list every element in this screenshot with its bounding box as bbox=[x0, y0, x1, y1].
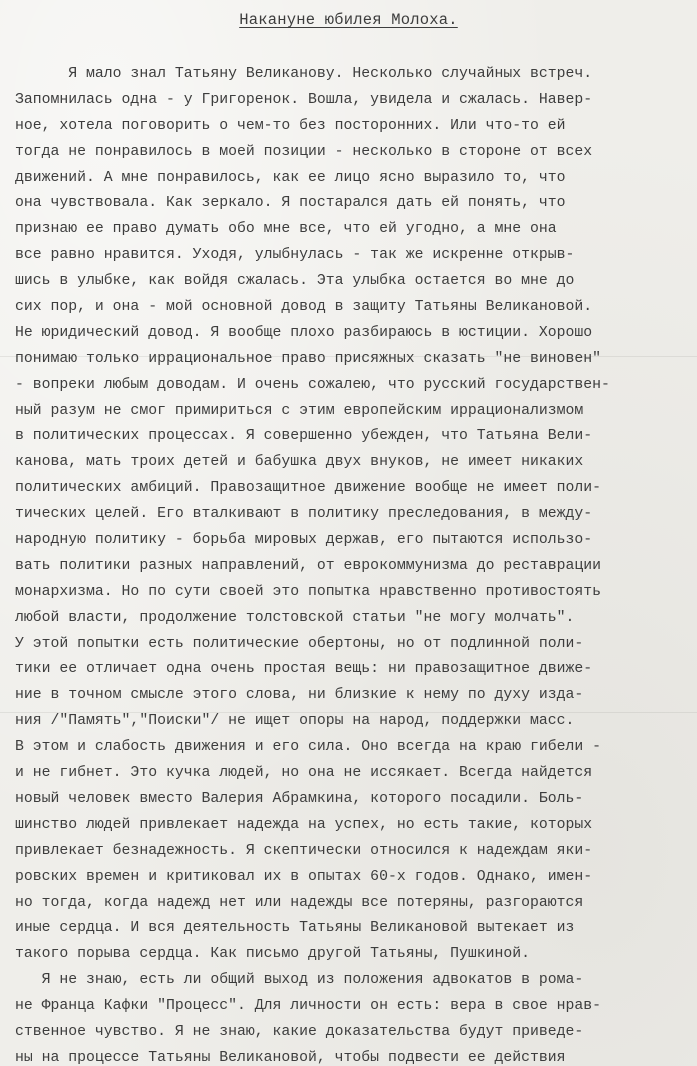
text-line: В этом и слабость движения и его сила. Оно всегда на краю гибели - bbox=[15, 739, 602, 756]
text-line: политических амбиций. Правозащитное движение вообще не имеет поли- bbox=[15, 480, 602, 497]
text-line: - вопреки любым доводам. И очень сожалею, что русский государствен- bbox=[15, 376, 610, 393]
text-line: монархизма. Но по сути своей это попытка нравственно противостоять bbox=[15, 583, 602, 600]
document-body bbox=[15, 62, 687, 1066]
text-line: Не юридический довод. Я вообще плохо разбираюсь в юстиции. Хорошо bbox=[15, 324, 593, 341]
text-line: привлекает безнадежность. Я скептически относился к надеждам яки- bbox=[15, 842, 593, 859]
text-line: все равно нравится. Уходя, улыбнулась - так же искренне открыв- bbox=[15, 247, 575, 264]
text-line: Я мало знал Татьяну Великанову. Несколько случайных встреч. bbox=[15, 66, 593, 82]
text-line: тических целей. Его вталкивают в политику преследования, в между- bbox=[15, 506, 593, 523]
text-line: Я не знаю, есть ли общий выход из положения адвокатов в рома- bbox=[15, 972, 584, 989]
text-line: не Франца Кафки "Процесс". Для личности он есть: вера в свое нрав- bbox=[15, 998, 602, 1015]
text-line: но тогда, когда надежд нет или надежды все потеряны, разгораются bbox=[15, 894, 584, 911]
text-line: любой власти, продолжение толстовской статьи "не могу молчать". bbox=[15, 609, 575, 626]
text-line: тики ее отличает одна очень простая вещь: ни правозащитное движе- bbox=[15, 661, 593, 678]
text-line: иные сердца. И вся деятельность Татьяны Великановой вытекает из bbox=[15, 920, 575, 937]
text-line: канова, мать троих детей и бабушка двух внуков, не имеет никаких bbox=[15, 454, 584, 471]
document-title bbox=[0, 10, 697, 30]
text-line: и не гибнет. Это кучка людей, но она не иссякает. Всегда найдется bbox=[15, 765, 593, 782]
text-line: ния /"Память","Поиски"/ не ищет опоры на народ, поддержки масс. bbox=[15, 713, 575, 730]
text-line: шинство людей привлекает надежда на успех, но есть такие, которых bbox=[15, 816, 593, 833]
text-line: ный разум не смог примириться с этим европейским иррационализмом bbox=[15, 402, 584, 419]
text-line: признаю ее право думать обо мне все, что ей угодно, а мне она bbox=[15, 221, 557, 238]
text-line: движений. А мне понравилось, как ее лицо ясно выразило то, что bbox=[15, 169, 566, 186]
document-title-text: Накануне юбилея Молоха. bbox=[239, 11, 458, 29]
text-line: вать политики разных направлений, от еврокоммунизма до реставрации bbox=[15, 557, 602, 574]
text-line: народную политику - борьба мировых держав, его пытаются использо- bbox=[15, 532, 593, 549]
text-line: ны на процессе Татьяны Великановой, чтобы подвести ее действия bbox=[15, 1049, 566, 1066]
text-line: ние в точном смысле этого слова, ни близкие к нему по духу изда- bbox=[15, 687, 584, 704]
text-line: такого порыва сердца. Как письмо другой Татьяны, Пушкиной. bbox=[15, 946, 531, 963]
text-line: ственное чувство. Я не знаю, какие доказательства будут приведе- bbox=[15, 1023, 584, 1040]
text-line: ровских времен и критиковал их в опытах 60-х годов. Однако, имен- bbox=[15, 868, 593, 885]
text-line: сих пор, и она - мой основной довод в защиту Татьяны Великановой. bbox=[15, 299, 593, 316]
text-line: понимаю только иррациональное право присяжных сказать "не виновен" bbox=[15, 350, 602, 367]
text-line: в политических процессах. Я совершенно убежден, что Татьяна Вели- bbox=[15, 428, 593, 445]
text-line: тогда не понравилось в моей позиции - несколько в стороне от всех bbox=[15, 143, 593, 160]
text-line: ное, хотела поговорить о чем-то без посторонних. Или что-то ей bbox=[15, 117, 566, 134]
text-line: она чувствовала. Как зеркало. Я постарался дать ей понять, что bbox=[15, 195, 566, 212]
text-line: шись в улыбке, как войдя сжалась. Эта улыбка остается во мне до bbox=[15, 273, 575, 290]
text-line: Запомнилась одна - у Григоренок. Вошла, увидела и сжалась. Навер- bbox=[15, 91, 593, 108]
text-line: новый человек вместо Валерия Абрамкина, которого посадили. Боль- bbox=[15, 790, 584, 807]
text-line: У этой попытки есть политические обертоны, но от подлинной поли- bbox=[15, 635, 584, 652]
